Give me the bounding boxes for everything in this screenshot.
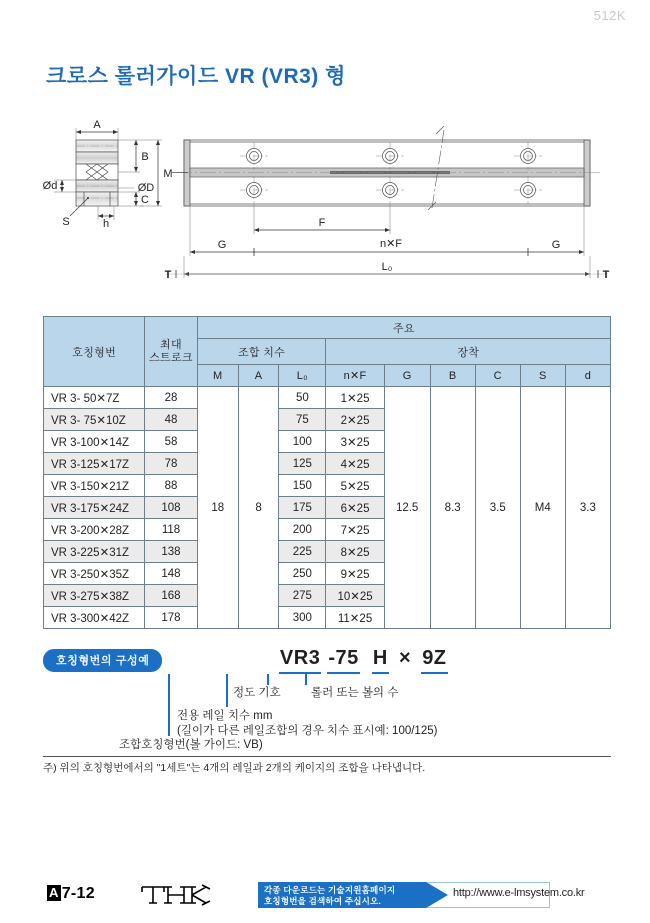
cell-nf: 8✕25	[326, 541, 384, 563]
cell-l0: 175	[279, 497, 326, 519]
callout-line-combo	[168, 674, 170, 736]
dim-label-m: M	[163, 168, 173, 180]
cell-model: VR 3-250✕35Z	[44, 563, 145, 585]
page-code: 512K	[593, 8, 626, 23]
designation-code-model: VR3	[279, 647, 321, 669]
technical-drawing	[40, 112, 620, 292]
cell-b-merged: 8.3	[430, 387, 475, 629]
cell-model: VR 3-150✕21Z	[44, 475, 145, 497]
cell-g-merged: 12.5	[384, 387, 430, 629]
dim-label-a: A	[93, 119, 101, 131]
cell-max-stroke: 148	[145, 563, 197, 585]
cell-c-merged: 3.5	[475, 387, 520, 629]
header-col-l0: L₀	[279, 365, 326, 387]
callout-combo: 조합호칭형번(볼 가이드: VB)	[119, 739, 263, 751]
callout-rail-2: (길이가 다른 레일조합의 경우 치수 표시예: 100/125)	[177, 725, 438, 737]
callout-accuracy: 정도 기호	[233, 687, 281, 699]
dim-label-g-right: G	[551, 239, 561, 251]
cell-nf: 1✕25	[326, 387, 384, 409]
cell-l0: 250	[279, 563, 326, 585]
cell-max-stroke: 108	[145, 497, 197, 519]
cell-l0: 275	[279, 585, 326, 607]
cell-l0: 50	[279, 387, 326, 409]
page-number-badge	[47, 885, 95, 903]
header-col-c: C	[475, 365, 520, 387]
header-model: 호칭형번	[44, 317, 145, 387]
cell-nf: 3✕25	[326, 431, 384, 453]
cell-l0: 75	[279, 409, 326, 431]
cell-max-stroke: 138	[145, 541, 197, 563]
page-badge-number: 7-12	[61, 885, 95, 902]
callout-rail-1: 전용 레일 치수 mm	[177, 710, 273, 722]
cell-nf: 4✕25	[326, 453, 384, 475]
specification-table	[43, 316, 611, 629]
cell-d-merged: 3.3	[565, 387, 610, 629]
designation-code-accuracy: H	[372, 647, 388, 669]
header-col-g: G	[384, 365, 430, 387]
header-col-d: d	[565, 365, 610, 387]
cell-nf: 10✕25	[326, 585, 384, 607]
dim-label-g-left: G	[217, 239, 227, 251]
dim-label-b: B	[141, 151, 149, 163]
header-combination-dims: 조합 치수	[197, 339, 326, 365]
cell-max-stroke: 178	[145, 607, 197, 629]
banner-line-1: 각종 다운로드는 기술지원홈페이지	[264, 885, 396, 895]
cell-model: VR 3-275✕38Z	[44, 585, 145, 607]
dim-label-c: C	[141, 194, 149, 206]
page-footer	[0, 880, 650, 920]
cell-l0: 300	[279, 607, 326, 629]
thk-logo	[140, 882, 218, 913]
cell-l0: 125	[279, 453, 326, 475]
banner-url[interactable]: http://www.e-lmsystem.co.kr	[453, 887, 585, 899]
dim-label-smalld: Ød	[42, 180, 58, 192]
cell-nf: 6✕25	[326, 497, 384, 519]
cell-s-merged: M4	[520, 387, 565, 629]
cell-model: VR 3-125✕17Z	[44, 453, 145, 475]
designation-code-size: -75	[328, 647, 359, 669]
designation-code-count: 9Z	[422, 647, 447, 669]
header-col-a: A	[238, 365, 278, 387]
cell-model: VR 3-200✕28Z	[44, 519, 145, 541]
designation-section	[43, 640, 611, 764]
cell-model: VR 3-225✕31Z	[44, 541, 145, 563]
cell-m-merged: 18	[197, 387, 238, 629]
cell-nf: 7✕25	[326, 519, 384, 541]
dim-label-f: F	[318, 217, 326, 229]
designation-callouts	[43, 674, 611, 764]
cell-l0: 225	[279, 541, 326, 563]
footnote: 주) 위의 호칭형번에서의 "1세트"는 4개의 레일과 2개의 케이지의 조합을 나타냅니다.	[43, 756, 611, 775]
cell-max-stroke: 118	[145, 519, 197, 541]
banner-line-2: 호칭형번을 검색하여 주십시오.	[264, 896, 382, 907]
download-banner[interactable]	[258, 882, 585, 908]
table-header-row-1	[44, 317, 611, 339]
cell-l0: 150	[279, 475, 326, 497]
dim-label-nf: n✕F	[379, 238, 403, 250]
cell-nf: 2✕25	[326, 409, 384, 431]
cell-model: VR 3- 75✕10Z	[44, 409, 145, 431]
cell-model: VR 3- 50✕7Z	[44, 387, 145, 409]
table-head	[44, 317, 611, 387]
header-mounting: 장착	[326, 339, 611, 365]
header-max-stroke-line2: 스트로크	[149, 351, 193, 364]
cell-model: VR 3-175✕24Z	[44, 497, 145, 519]
cell-max-stroke: 48	[145, 409, 197, 431]
page-title: 크로스 롤러가이드 VR (VR3) 형	[46, 65, 346, 88]
header-main-group: 주요	[197, 317, 610, 339]
header-max-stroke-line1: 최대	[160, 338, 182, 351]
header-col-s: S	[520, 365, 565, 387]
header-col-nf: n✕F	[326, 365, 384, 387]
header-col-b: B	[430, 365, 475, 387]
cell-nf: 11✕25	[326, 607, 384, 629]
dim-label-t-right: T	[602, 269, 610, 281]
designation-badge: 호칭형번의 구성예	[43, 649, 162, 672]
table-row	[44, 387, 611, 409]
page-badge-letter: A	[49, 885, 59, 900]
cell-nf: 9✕25	[326, 563, 384, 585]
cell-l0: 100	[279, 431, 326, 453]
dim-label-s: S	[62, 216, 70, 228]
callout-count: 롤러 또는 볼의 수	[311, 687, 399, 699]
callout-line-count	[305, 674, 307, 685]
cell-max-stroke: 28	[145, 387, 197, 409]
dim-label-bigd: ØD	[137, 182, 155, 194]
cell-a-merged: 8	[238, 387, 278, 629]
dim-label-l0: L₀	[381, 261, 393, 273]
callout-line-rail	[226, 674, 228, 707]
header-max-stroke	[145, 317, 197, 387]
cell-max-stroke: 168	[145, 585, 197, 607]
cell-l0: 200	[279, 519, 326, 541]
cell-nf: 5✕25	[326, 475, 384, 497]
cell-model: VR 3-100✕14Z	[44, 431, 145, 453]
cell-max-stroke: 88	[145, 475, 197, 497]
banner-text	[264, 885, 395, 908]
designation-code	[279, 647, 448, 670]
table-body	[44, 387, 611, 629]
header-col-m: M	[197, 365, 238, 387]
designation-code-times: ×	[398, 647, 412, 669]
cell-max-stroke: 78	[145, 453, 197, 475]
cell-max-stroke: 58	[145, 431, 197, 453]
dim-label-t-left: T	[164, 269, 172, 281]
cell-model: VR 3-300✕42Z	[44, 607, 145, 629]
dim-label-h: h	[102, 218, 110, 230]
